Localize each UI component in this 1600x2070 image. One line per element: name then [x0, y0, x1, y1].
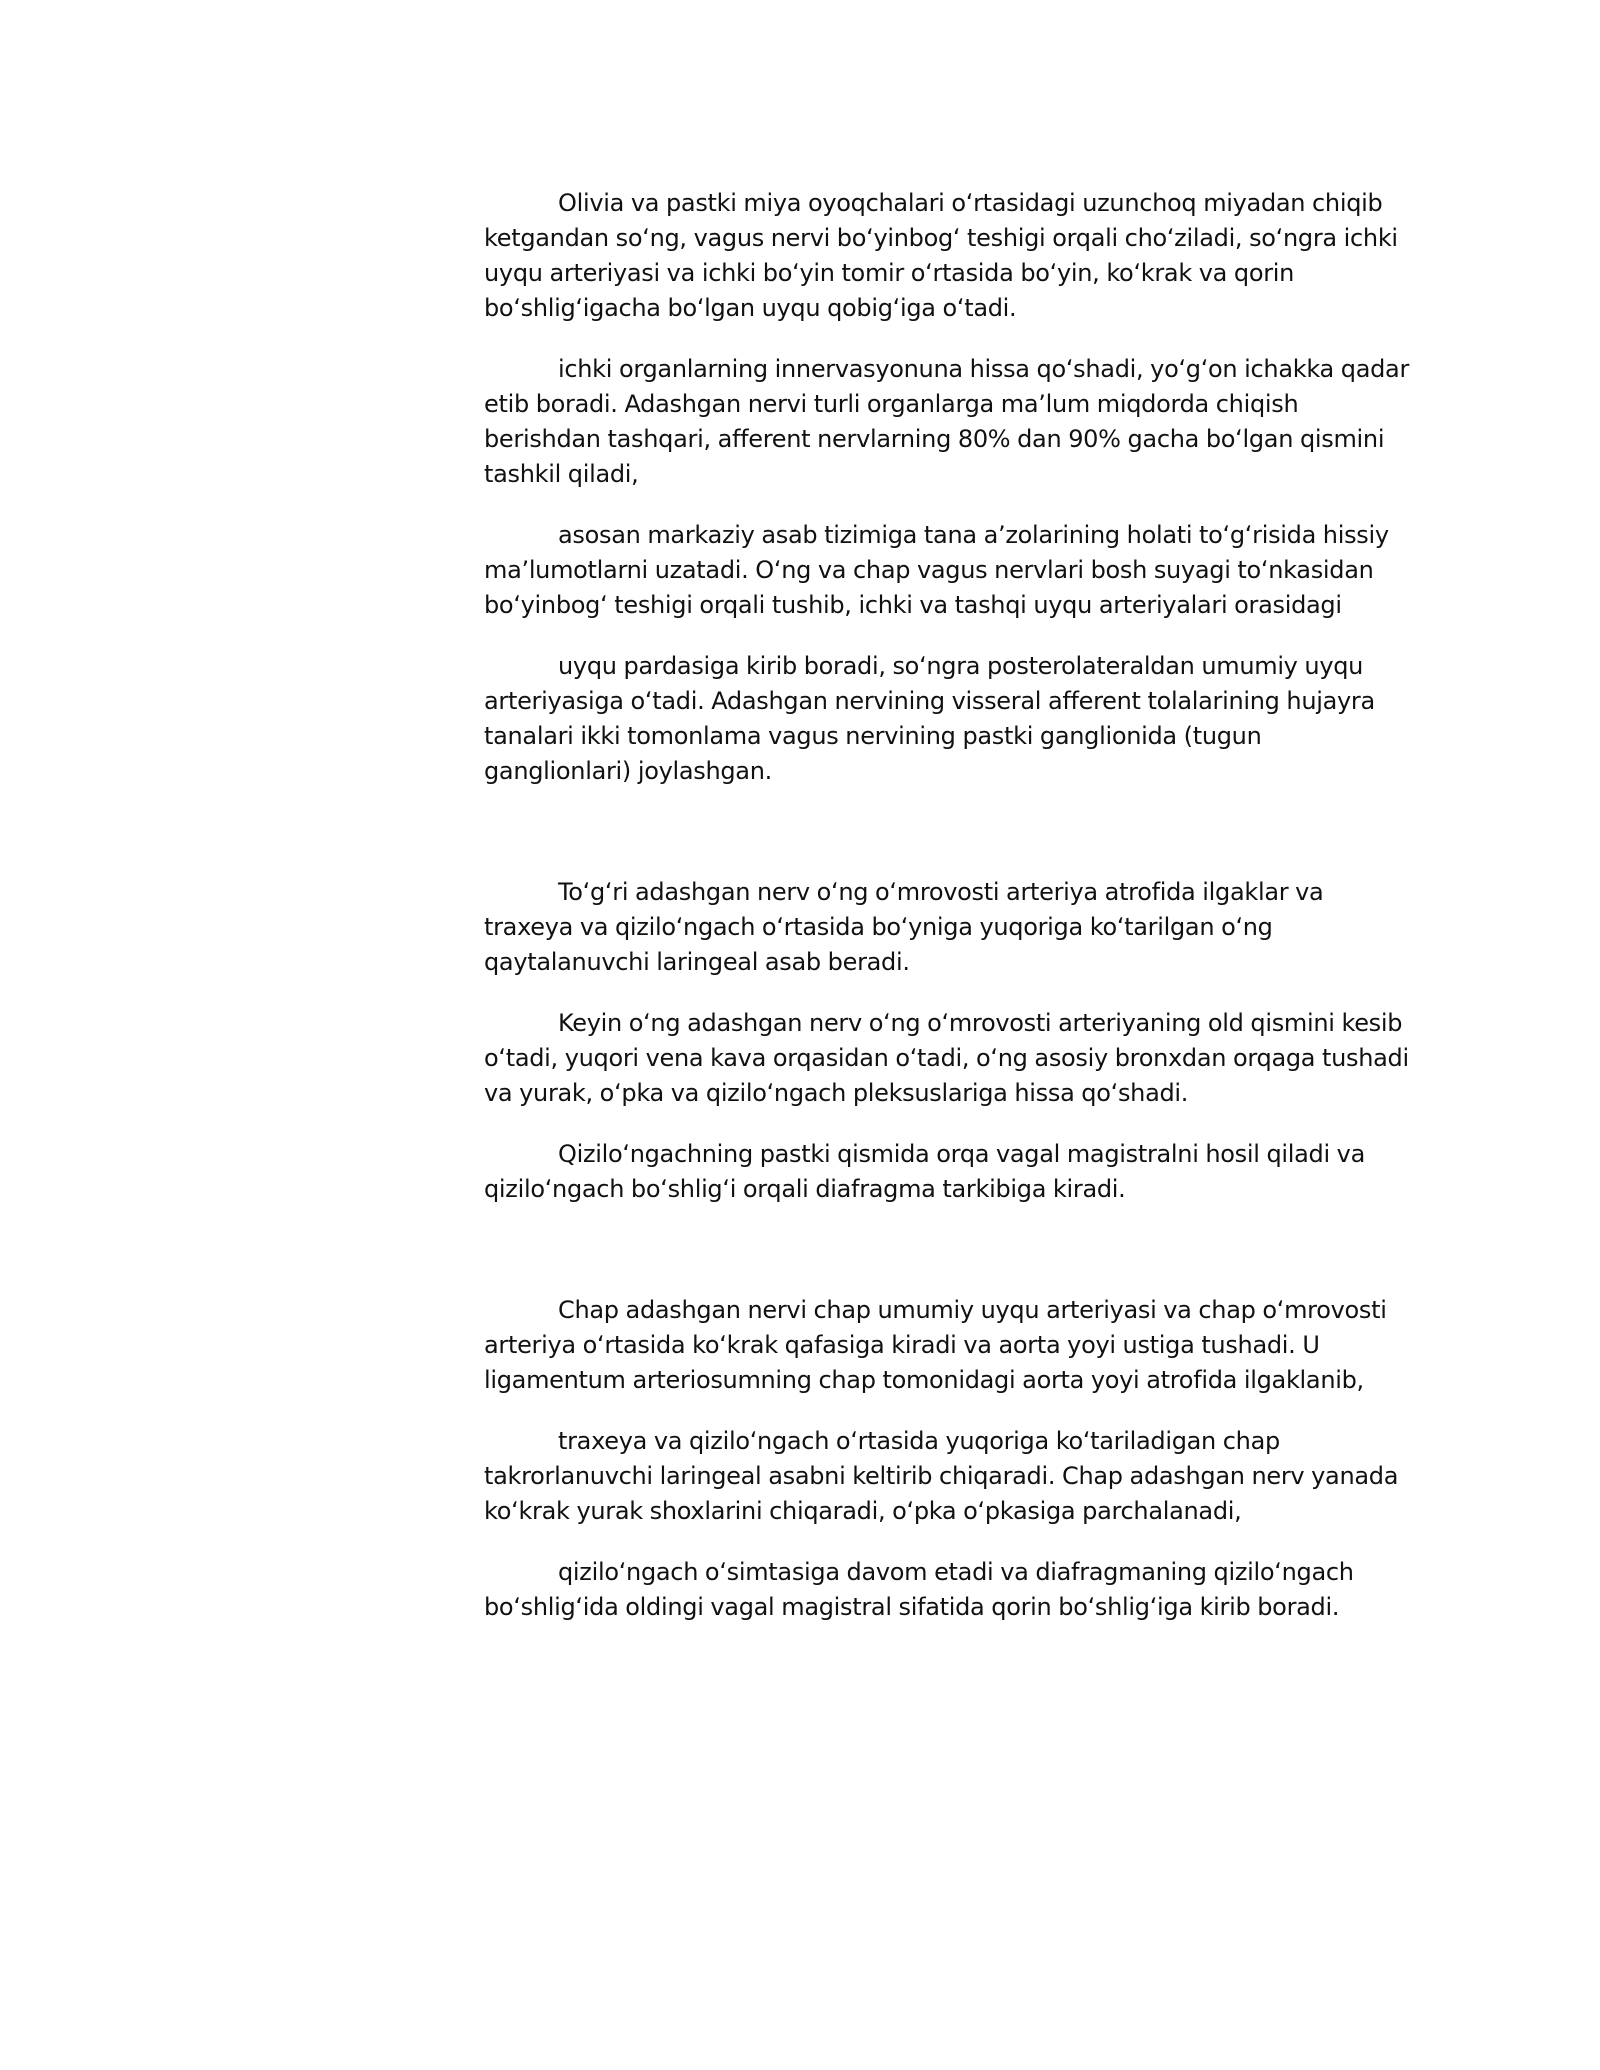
paragraph-2-3: Qiziloʻngachning pastki qismida orqa vagal magistralni hosil qiladi va qiziloʻngach boʻshligʻi orqali diafragma tarkibiga kiradi. [484, 1140, 1365, 1203]
paragraph-1-4: uyqu pardasiga kirib boradi, soʻngra posterolateraldan umumiy uyqu arteriyasiga oʻtadi. Adashgan nervining visseral afferent tolalarining hujayra tanalari ikki tomonlama vagus nervining pastki ganglionida (tugun ganglionlari) joylashgan. [484, 652, 1375, 785]
paragraph-3-2: traxeya va qiziloʻngach oʻrtasida yuqoriga koʻtariladigan chap takrorlanuvchi laringeal asabni keltirib chiqaradi. Chap adashgan nerv yanada koʻkrak yurak shoxlarini chiqaradi, oʻpka oʻpkasiga parchalanadi, [484, 1427, 1399, 1525]
paragraph-2-2: Keyin oʻng adashgan nerv oʻng oʻmrovosti arteriyaning old qismini kesib oʻtadi, yuqori vena kava orqasidan oʻtadi, oʻng asosiy bronxdan orqaga tushadi va yurak, oʻpka va qiziloʻngach pleksuslariga hissa qoʻshadi. [484, 1009, 1409, 1107]
document-body [484, 186, 1414, 1625]
paragraph-3-3: qiziloʻngach oʻsimtasiga davom etadi va diafragmaning qiziloʻngach boʻshligʻida oldingi vagal magistral sifatida qorin boʻshligʻiga kirib boradi. [484, 1558, 1354, 1621]
paragraph-1-3: asosan markaziy asab tizimiga tana aʼzolarining holati toʻgʻrisida hissiy maʼlumotlarni uzatadi. Oʻng va chap vagus nervlari bosh suyagi toʻnkasidan boʻyinbogʻ teshigi orqali tushib, ichki va tashqi uyqu arteriyalari orasidagi [484, 521, 1389, 619]
paragraph-1-1: Olivia va pastki miya oyoqchalari oʻrtasidagi uzunchoq miyadan chiqib ketgandan soʻng, vagus nervi boʻyinbogʻ teshigi orqali choʻziladi, soʻngra ichki uyqu arteriyasi va ichki boʻyin tomir oʻrtasida boʻyin, koʻkrak va qorin boʻshligʻigacha boʻlgan uyqu qobigʻiga oʻtadi. [484, 189, 1398, 322]
paragraph-2-1: Toʻgʻri adashgan nerv oʻng oʻmrovosti arteriya atrofida ilgaklar va traxeya va qiziloʻngach oʻrtasida boʻyniga yuqoriga koʻtarilgan oʻng qaytalanuvchi laringeal asab beradi. [484, 878, 1324, 976]
paragraph-3-1: Chap adashgan nervi chap umumiy uyqu arteriyasi va chap oʻmrovosti arteriya oʻrtasida koʻkrak qafasiga kiradi va aorta yoyi ustiga tushadi. U ligamentum arteriosumning chap tomonidagi aorta yoyi atrofida ilgaklanib, [484, 1296, 1387, 1394]
paragraph-1-2: ichki organlarning innervasyonuna hissa qoʻshadi, yoʻgʻon ichakka qadar etib boradi. Adashgan nervi turli organlarga maʼlum miqdorda chiqish berishdan tashqari, afferent nervlarning 80% dan 90% gacha boʻlgan qismini tashkil qiladi, [484, 355, 1410, 488]
